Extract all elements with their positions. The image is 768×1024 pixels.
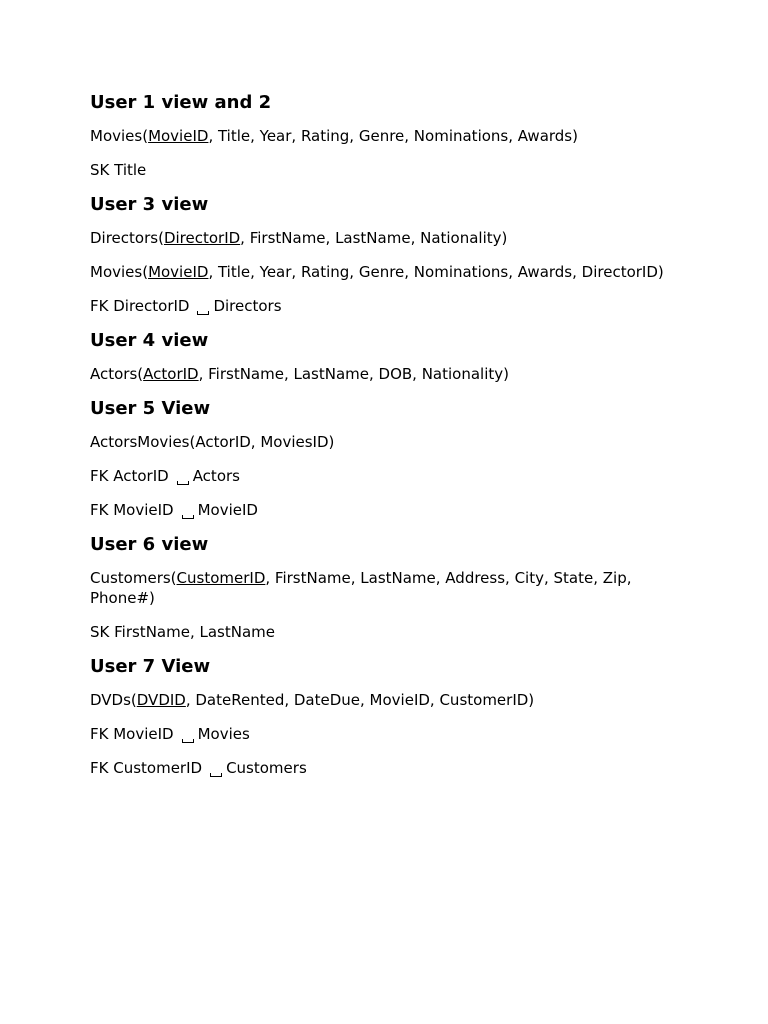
- relation-name: DVDs(: [90, 691, 137, 709]
- arrow-icon: [182, 515, 194, 519]
- relation-attributes: , FirstName, LastName, DOB, Nationality): [198, 365, 509, 383]
- movies-relation: [90, 126, 690, 146]
- secondary-key-name: SK FirstName, LastName: [90, 623, 275, 641]
- section-heading-user-6: User 6 view: [90, 534, 209, 555]
- relation-name: Actors(: [90, 365, 144, 383]
- section-heading-user-3: User 3 view: [90, 194, 209, 215]
- customers-relation: [90, 568, 690, 608]
- section-heading-user-7: User 7 View: [90, 656, 211, 677]
- section-heading-user-5: User 5 View: [90, 398, 211, 419]
- foreign-key-customerid: [90, 758, 690, 778]
- relation-attributes: , FirstName, LastName, Address, City, State, Zip, Phone#): [90, 569, 632, 607]
- primary-key: ActorID: [143, 365, 199, 383]
- arrow-icon: [197, 311, 209, 315]
- relation-attributes: , DateRented, DateDue, MovieID, CustomerID): [185, 691, 535, 709]
- foreign-key-actorid: [90, 466, 690, 486]
- relation-name: Customers(: [90, 569, 177, 587]
- primary-key: MovieID: [148, 263, 209, 281]
- foreign-key-directorid: [90, 296, 690, 316]
- actorsmovies-relation: ActorsMovies(ActorID, MoviesID): [90, 433, 335, 451]
- directors-relation: [90, 228, 690, 248]
- arrow-icon: [210, 773, 222, 777]
- arrow-icon: [182, 739, 194, 743]
- section-heading-user-1-2: User 1 view and 2: [90, 92, 272, 113]
- fk-left: FK CustomerID: [90, 759, 203, 777]
- foreign-key-movieid: [90, 724, 690, 744]
- fk-left: FK DirectorID: [90, 297, 190, 315]
- fk-left: FK ActorID: [90, 467, 169, 485]
- fk-right: Directors: [213, 297, 282, 315]
- document-page: [90, 92, 690, 792]
- relation-name: Movies(: [90, 263, 149, 281]
- fk-left: FK MovieID: [90, 501, 174, 519]
- relation-attributes: , Title, Year, Rating, Genre, Nominations, Awards, DirectorID): [208, 263, 664, 281]
- fk-right: Actors: [192, 467, 240, 485]
- fk-right: Movies: [197, 725, 250, 743]
- section-heading-user-4: User 4 view: [90, 330, 209, 351]
- secondary-key-title: SK Title: [90, 161, 147, 179]
- dvds-relation: [90, 690, 690, 710]
- arrow-icon: [177, 481, 189, 485]
- relation-name: Movies(: [90, 127, 149, 145]
- actors-relation: [90, 364, 690, 384]
- fk-right: Customers: [226, 759, 307, 777]
- fk-right: MovieID: [197, 501, 258, 519]
- primary-key: CustomerID: [176, 569, 266, 587]
- primary-key: DirectorID: [163, 229, 241, 247]
- movies-relation: [90, 262, 690, 282]
- foreign-key-movieid: [90, 500, 690, 520]
- fk-left: FK MovieID: [90, 725, 174, 743]
- relation-name: Directors(: [90, 229, 164, 247]
- relation-attributes: , FirstName, LastName, Nationality): [240, 229, 508, 247]
- primary-key: DVDID: [136, 691, 186, 709]
- relation-attributes: , Title, Year, Rating, Genre, Nominations, Awards): [208, 127, 578, 145]
- primary-key: MovieID: [148, 127, 209, 145]
